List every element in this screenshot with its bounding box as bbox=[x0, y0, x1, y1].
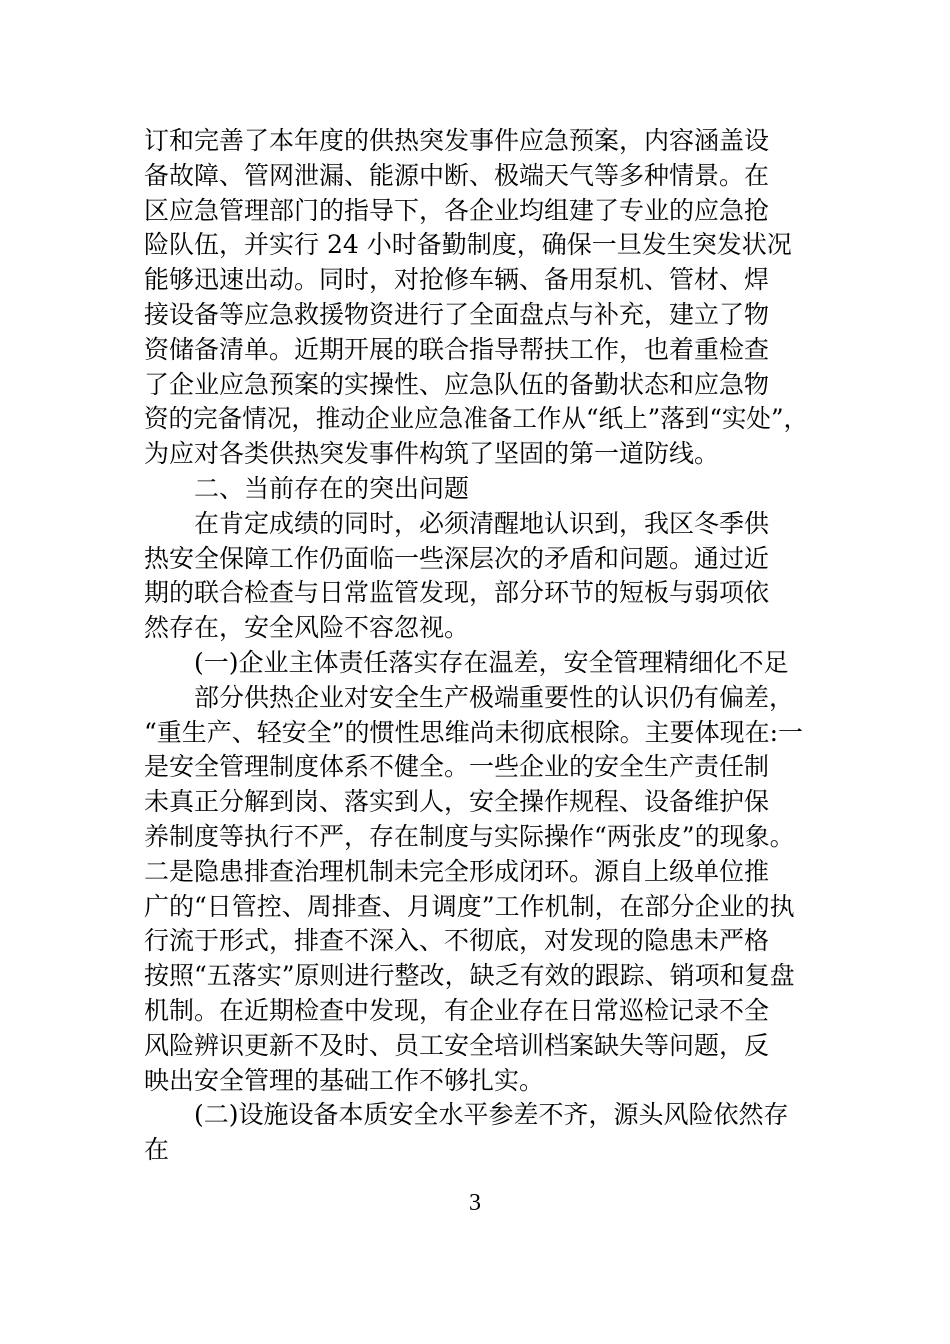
text-line: 资储备清单。近期开展的联合指导帮扶工作，也着重检查 bbox=[144, 334, 770, 364]
text-line: 订和完善了本年度的供热突发事件应急预案，内容涵盖设 bbox=[144, 126, 770, 155]
text-line: 按照“五落实”原则进行整改，缺乏有效的跟踪、销项和复盘 bbox=[144, 961, 795, 991]
text-line: 在 bbox=[144, 1135, 170, 1165]
text-line: 为应对各类供热突发事件构筑了坚固的第一道防线。 bbox=[144, 439, 720, 469]
text-line: (一)企业主体责任落实存在温差，安全管理精细化不足 bbox=[144, 647, 789, 677]
text-line: 二、当前存在的突出问题 bbox=[144, 473, 470, 503]
text-line: 险队伍，并实行 24 小时备勤制度，确保一旦发生突发状况 bbox=[144, 230, 792, 260]
text-line: 映出安全管理的基础工作不够扎实。 bbox=[144, 1065, 545, 1095]
text-line: 期的联合检查与日常监管发现，部分环节的短板与弱项依 bbox=[144, 578, 770, 608]
text-line: 在肯定成绩的同时，必须清醒地认识到，我区冬季供 bbox=[144, 508, 770, 538]
text-line: 能够迅速出动。同时，对抢修车辆、备用泵机、管材、焊 bbox=[144, 265, 770, 295]
text-line: 风险辨识更新不及时、员工安全培训档案缺失等问题，反 bbox=[144, 1030, 770, 1060]
body-text bbox=[144, 124, 808, 1168]
text-line: 热安全保障工作仍面临一些深层次的矛盾和问题。通过近 bbox=[144, 543, 770, 573]
text-line: 了企业应急预案的实操性、应急队伍的备勤状态和应急物 bbox=[144, 369, 770, 399]
text-line: 未真正分解到岗、落实到人，安全操作规程、设备维护保 bbox=[144, 787, 770, 817]
text-line: 是安全管理制度体系不健全。一些企业的安全生产责任制 bbox=[144, 752, 770, 782]
text-line: 广的“日管控、周排查、月调度”工作机制，在部分企业的执 bbox=[144, 891, 795, 921]
page-number: 3 bbox=[469, 1190, 481, 1216]
text-line: 备故障、管网泄漏、能源中断、极端天气等多种情景。在 bbox=[144, 160, 770, 190]
text-line: 部分供热企业对安全生产极端重要性的认识仍有偏差， bbox=[144, 682, 795, 712]
text-line: 养制度等执行不严，存在制度与实际操作“两张皮”的现象。 bbox=[144, 821, 795, 851]
text-line: 二是隐患排查治理机制未完全形成闭环。源自上级单位推 bbox=[144, 856, 770, 886]
text-line: 资的完备情况，推动企业应急准备工作从“纸上”落到“实处”， bbox=[144, 404, 809, 434]
text-line: 行流于形式，排查不深入、不彻底，对发现的隐患未严格 bbox=[144, 926, 770, 956]
text-line: (二)设施设备本质安全水平参差不齐，源头风险依然存 bbox=[144, 1100, 789, 1130]
text-line: 机制。在近期检查中发现，有企业存在日常巡检记录不全 bbox=[144, 995, 770, 1025]
text-line: 区应急管理部门的指导下，各企业均组建了专业的应急抢 bbox=[144, 195, 770, 225]
text-line: 接设备等应急救援物资进行了全面盘点与补充，建立了物 bbox=[144, 299, 770, 329]
text-line: “重生产、轻安全”的惯性思维尚未彻底根除。主要体现在:一 bbox=[144, 717, 803, 747]
text-line: 然存在，安全风险不容忽视。 bbox=[144, 613, 470, 643]
